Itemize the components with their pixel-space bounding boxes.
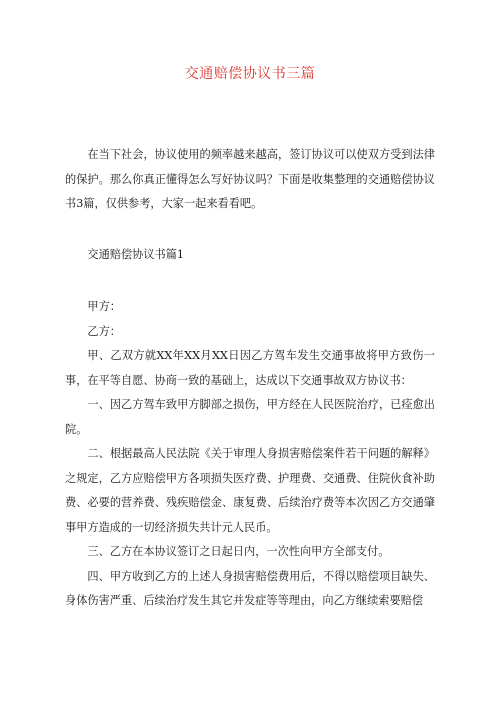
section-title: 交通赔偿协议书篇1 bbox=[87, 248, 185, 261]
section-heading-block bbox=[65, 243, 435, 268]
agreement-paragraph: 甲、乙双方就XX年XX月XX日因乙方驾车发生交通事故将甲方致伤一事，在平等自愿、协商一致的基础上，达成以下交通事故双方协议书： bbox=[65, 349, 435, 387]
intro-block bbox=[65, 143, 435, 217]
party-a-line: 甲方： bbox=[87, 300, 121, 313]
party-b-line: 乙方： bbox=[87, 324, 121, 338]
document-title: 交通赔偿协议书三篇 bbox=[184, 66, 316, 82]
clause-1: 一、因乙方驾车致甲方脚部之损伤，甲方经在人民医院治疗，已痊愈出院。 bbox=[65, 398, 435, 436]
clause-2: 二、根据最高人民法院《关于审理人身损害赔偿案件若干问题的解释》之规定，乙方应赔偿甲方各项损失医疗费、护理费、交通费、住院伙食补助费、必要的营养费、残疾赔偿金、康复费、后续治疗费等本次因乙方交通肇事甲方造成的一切经济损失共计元人民币。 bbox=[65, 447, 435, 534]
clause-3: 三、乙方在本协议签订之日起日内，一次性向甲方全部支付。 bbox=[87, 545, 390, 558]
agreement-body bbox=[65, 295, 435, 614]
intro-paragraph: 在当下社会，协议使用的频率越来越高，签订协议可以使双方受到法律的保护。那么你真正懂得怎么写好协议吗？下面是收集整理的交通赔偿协议书3篇，仅供参考，大家一起来看看吧。 bbox=[65, 148, 435, 210]
clause-4: 四、甲方收到乙方的上述人身损害赔偿费用后，不得以赔偿项目缺失、身体伤害严重、后续治疗发生其它并发症等等理由，向乙方继续索要赔偿 bbox=[65, 569, 435, 607]
